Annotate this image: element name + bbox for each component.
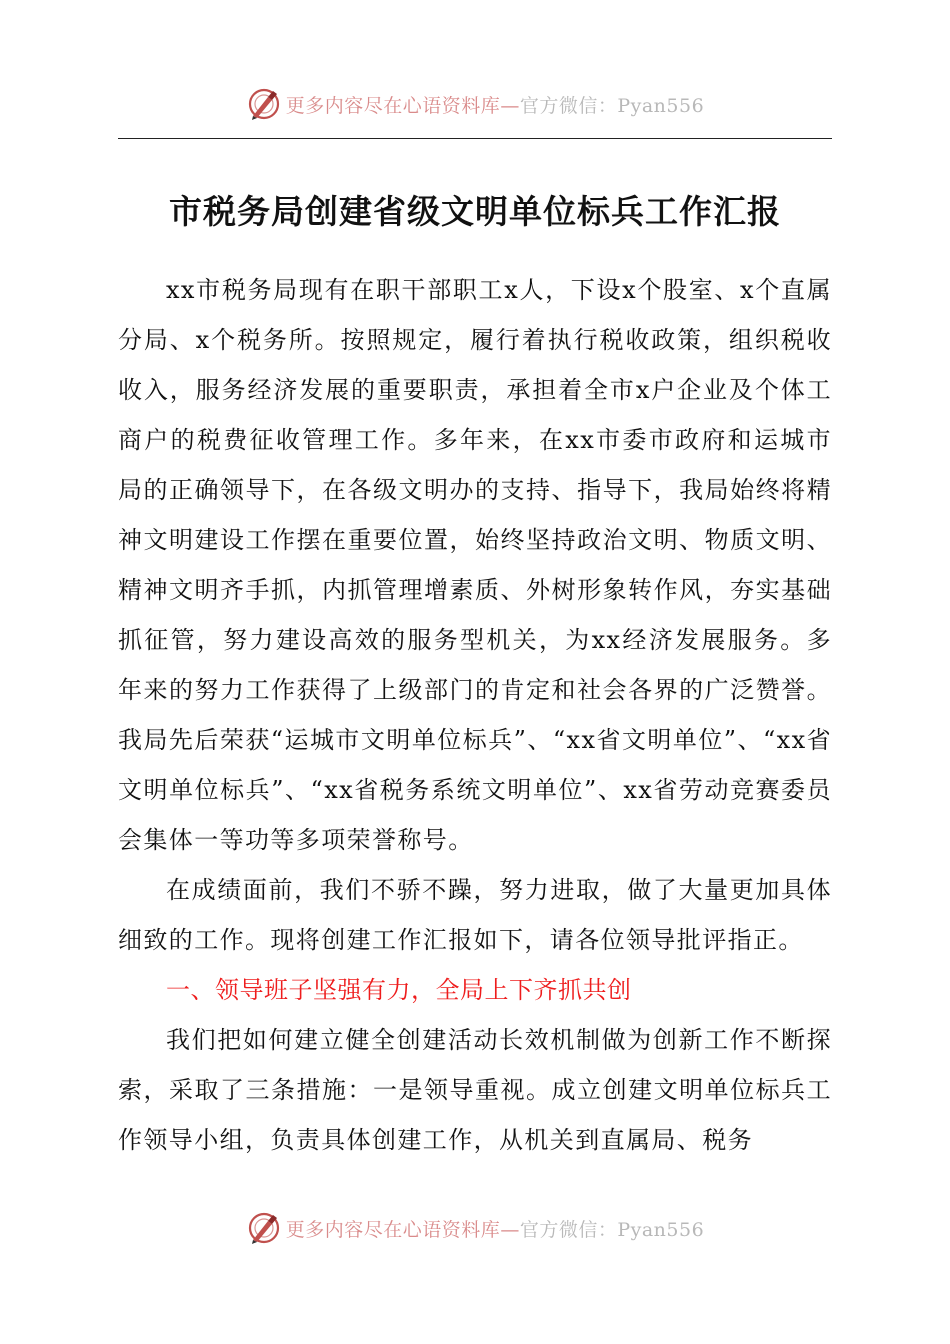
header-banner	[0, 82, 950, 126]
footer-banner	[0, 1206, 950, 1250]
paragraph-intro: xx市税务局现有在职干部职工x人，下设x个股室、x个直属分局、x个税务所。按照规定，履行着执行税收政策，组织税收收入，服务经济发展的重要职责，承担着全市x户企业及个体工商户的税费征收管理工作。多年来，在xx市委市政府和运城市局的正确领导下，在各级文明办的支持、指导下，我局始终将精神文明建设工作摆在重要位置，始终坚持政治文明、物质文明、精神文明齐手抓，内抓管理增素质、外树形象转作风，夯实基础抓征管，努力建设高效的服务型机关，为xx经济发展服务。多年来的努力工作获得了上级部门的肯定和社会各界的广泛赞誉。我局先后荣获“运城市文明单位标兵”、“xx省文明单位”、“xx省文明单位标兵”、“xx省税务系统文明单位”、xx省劳动竞赛委员会集体一等功等多项荣誉称号。	[118, 276, 832, 854]
banner-text: 更多内容尽在心语资料库—官方微信：Pyan556	[285, 94, 705, 117]
paragraph-summary: 在成绩面前，我们不骄不躁，努力进取，做了大量更加具体细致的工作。现将创建工作汇报如下，请各位领导批评指正。	[118, 876, 832, 954]
paragraph-section-1: 我们把如何建立健全创建活动长效机制做为创新工作不断探索，采取了三条措施：一是领导重视。成立创建文明单位标兵工作领导小组，负责具体创建工作，从机关到直属局、税务	[118, 1026, 832, 1154]
document-body	[118, 265, 832, 1165]
section-heading-1: 一、领导班子坚强有力，全局上下齐抓共创	[166, 976, 632, 1004]
header-rule	[118, 138, 832, 139]
pen-logo-icon	[246, 1210, 282, 1246]
banner-text: 更多内容尽在心语资料库—官方微信：Pyan556	[285, 1218, 705, 1241]
pen-logo-icon	[246, 86, 282, 122]
document-title: 市税务局创建省级文明单位标兵工作汇报	[169, 192, 781, 231]
